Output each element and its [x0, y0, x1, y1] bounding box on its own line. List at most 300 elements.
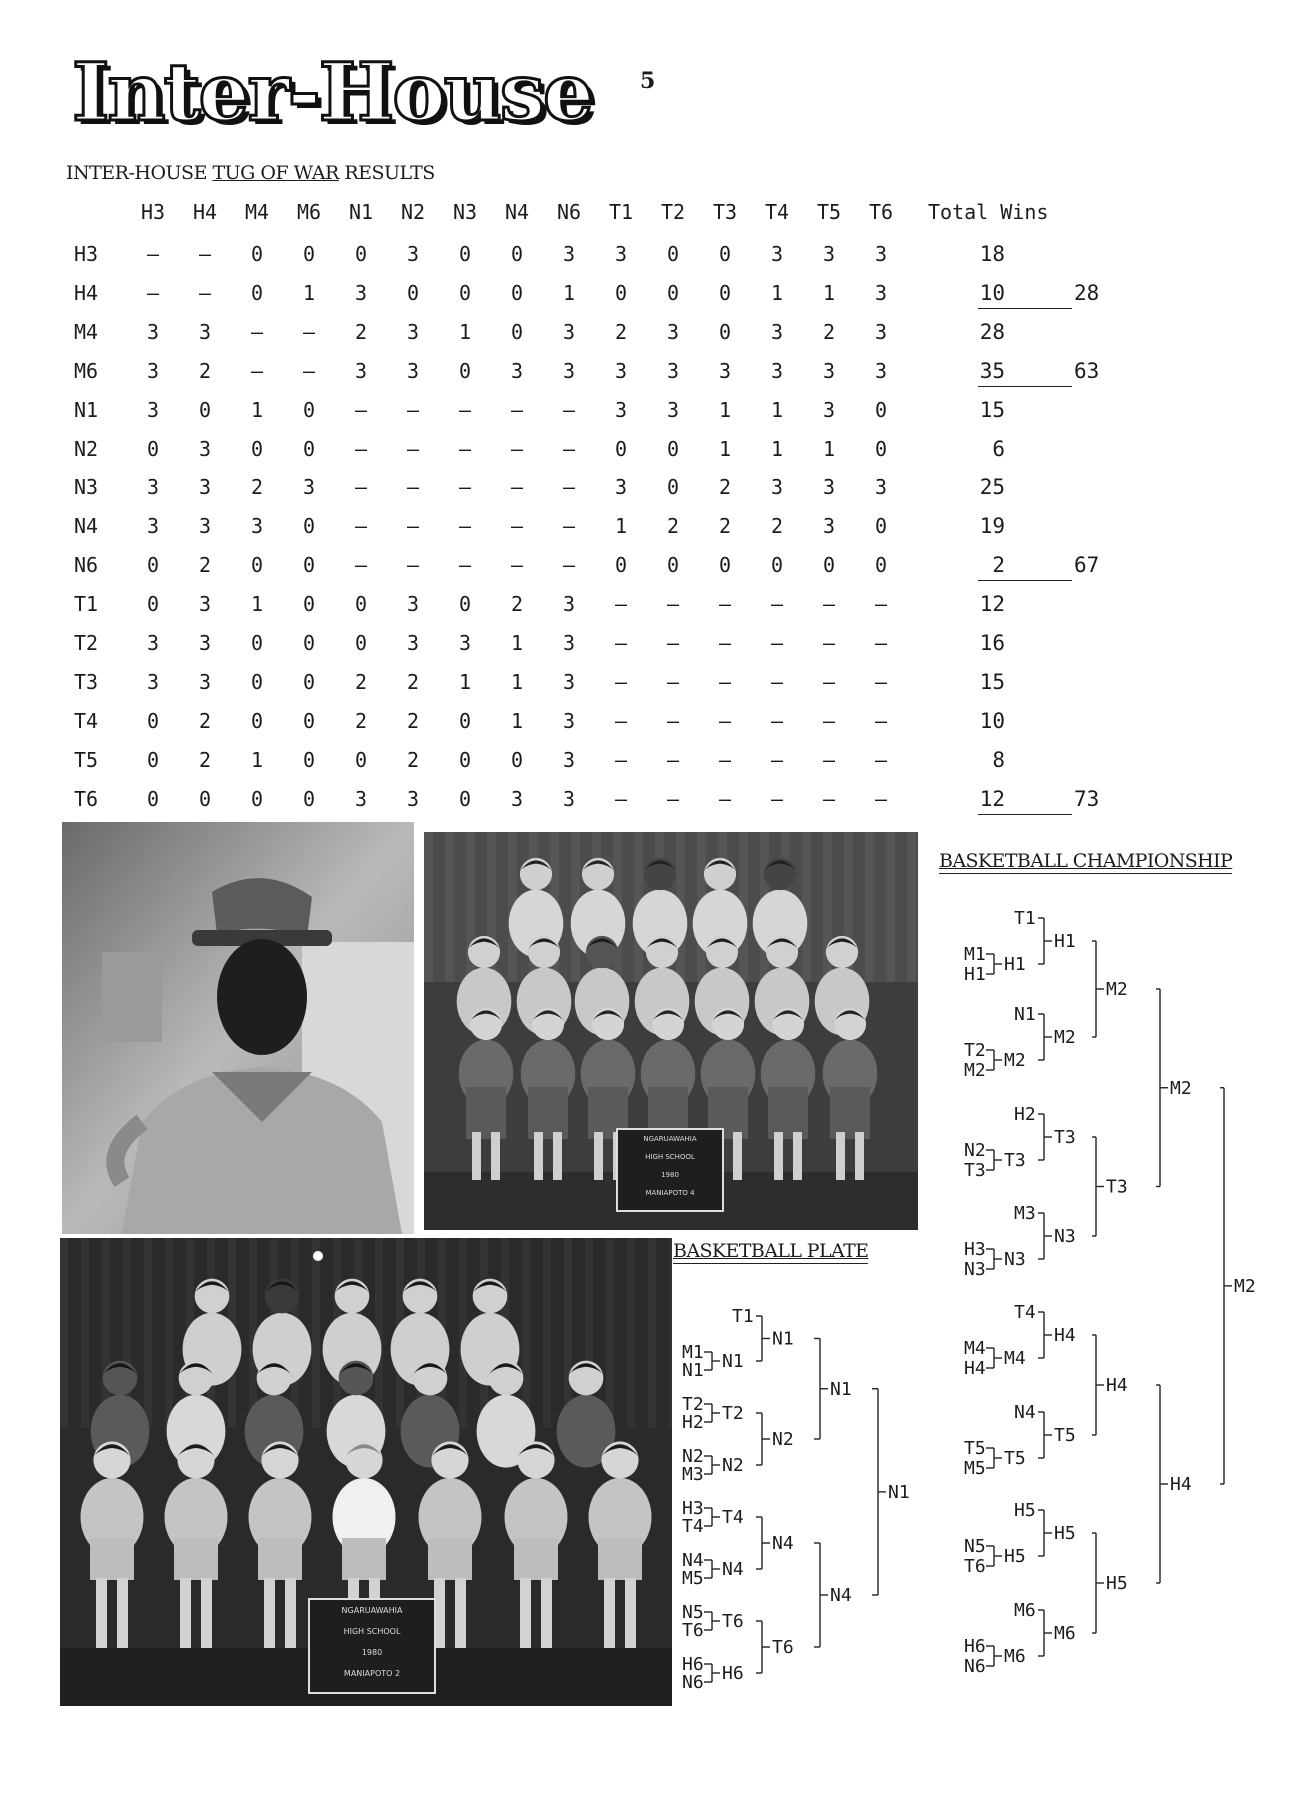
score-cell: 2: [406, 747, 420, 772]
score-cell: 2: [198, 358, 212, 383]
row-header: N4: [74, 514, 99, 539]
round-winner: H5: [1054, 1523, 1076, 1544]
score-cell: –: [614, 631, 628, 655]
score-cell: 1: [822, 436, 836, 461]
score-cell: –: [822, 592, 836, 617]
team-label: T3: [964, 1160, 986, 1181]
team-label: H3: [682, 1498, 704, 1519]
score-cell: 2: [666, 514, 680, 539]
heading-underlined: TUG OF WAR: [212, 162, 339, 184]
total-wins: 12: [979, 592, 1005, 617]
score-cell: 0: [666, 436, 680, 461]
column-header: N2: [400, 200, 426, 224]
team-label: N6: [964, 1656, 986, 1677]
score-cell: 0: [302, 514, 316, 539]
score-cell: 3: [302, 475, 316, 500]
score-cell: –: [666, 747, 680, 772]
score-cell: –: [354, 553, 368, 578]
round-winner: H4: [1054, 1325, 1076, 1346]
score-cell: –: [822, 631, 836, 655]
score-cell: –: [666, 592, 680, 617]
plate-heading: BASKETBALL PLATE: [673, 1240, 869, 1262]
round-winner: M6: [1054, 1623, 1076, 1644]
heading-pre: INTER-HOUSE: [66, 162, 213, 184]
score-cell: 3: [822, 514, 836, 539]
score-cell: –: [458, 475, 472, 500]
round-winner: T4: [722, 1507, 744, 1528]
score-cell: 3: [562, 242, 576, 266]
round-winner: H4: [1170, 1474, 1192, 1495]
running-total: 63: [1074, 358, 1100, 383]
score-cell: 1: [458, 319, 472, 344]
page-title: Inter-House: [72, 45, 592, 139]
score-cell: –: [406, 436, 420, 461]
column-header: H3: [140, 200, 166, 224]
score-cell: 0: [146, 592, 160, 617]
score-cell: 2: [354, 319, 368, 344]
team-label: N5: [964, 1536, 986, 1557]
team-label: N3: [964, 1259, 986, 1280]
score-cell: 0: [666, 280, 680, 305]
score-cell: 3: [406, 319, 420, 344]
score-cell: –: [250, 319, 264, 344]
score-cell: 0: [354, 242, 368, 266]
score-cell: 3: [874, 280, 888, 305]
running-total: 73: [1074, 786, 1100, 811]
score-cell: 3: [666, 397, 680, 422]
team-label: T1: [732, 1306, 754, 1327]
total-wins: 19: [979, 514, 1005, 539]
score-cell: 0: [458, 358, 472, 383]
score-cell: –: [614, 592, 628, 617]
team-label: M1: [682, 1342, 704, 1363]
score-cell: 3: [510, 786, 524, 811]
score-cell: 0: [354, 592, 368, 617]
score-cell: 2: [198, 708, 212, 733]
team-label: M1: [964, 944, 986, 965]
team-label: H5: [1014, 1500, 1036, 1521]
score-cell: 0: [146, 786, 160, 811]
row-header: T1: [74, 592, 99, 617]
team-label: M4: [964, 1338, 986, 1359]
round-winner: H6: [722, 1663, 744, 1684]
score-cell: 1: [718, 397, 732, 422]
score-cell: 3: [198, 475, 212, 500]
round-winner: H5: [1106, 1573, 1128, 1594]
score-cell: 2: [198, 747, 212, 772]
sign-line: MANIAPOTO 4: [645, 1189, 695, 1197]
score-cell: 0: [302, 397, 316, 422]
score-cell: –: [146, 280, 160, 305]
total-wins: 35: [979, 358, 1005, 383]
team-label: T2: [964, 1040, 986, 1061]
score-cell: 1: [770, 436, 784, 461]
score-cell: 3: [406, 242, 420, 266]
score-cell: 0: [198, 397, 212, 422]
score-cell: –: [874, 708, 888, 733]
score-cell: 0: [302, 669, 316, 694]
score-cell: –: [874, 631, 888, 655]
round-winner: H1: [1004, 954, 1026, 975]
row-header: N2: [74, 436, 99, 461]
round-winner: M6: [1004, 1646, 1026, 1667]
row-header: N3: [74, 475, 99, 500]
score-cell: 0: [354, 631, 368, 655]
round-winner: N1: [830, 1378, 852, 1400]
score-cell: 0: [666, 553, 680, 578]
score-cell: 3: [562, 631, 576, 655]
score-cell: –: [354, 514, 368, 539]
round-winner: N3: [1054, 1226, 1076, 1247]
team-label: N1: [682, 1360, 704, 1381]
score-cell: 3: [718, 358, 732, 383]
team-label: M5: [964, 1458, 986, 1479]
score-cell: –: [770, 747, 784, 772]
team-label: T6: [964, 1556, 986, 1577]
row-header: T5: [74, 747, 99, 772]
score-cell: –: [406, 553, 420, 578]
score-cell: –: [198, 280, 212, 305]
round-winner: T6: [722, 1611, 744, 1632]
score-cell: 3: [562, 358, 576, 383]
score-cell: –: [718, 786, 732, 811]
score-cell: 3: [510, 358, 524, 383]
score-cell: 2: [354, 669, 368, 694]
score-cell: 3: [614, 242, 628, 266]
team-label: T4: [1014, 1302, 1036, 1323]
round-winner: H1: [1054, 931, 1076, 952]
score-cell: 0: [614, 553, 628, 578]
score-cell: 0: [770, 553, 784, 578]
team-label: H6: [682, 1654, 704, 1675]
score-cell: 1: [562, 280, 576, 305]
score-cell: 3: [198, 669, 212, 694]
round-winner: N4: [830, 1585, 852, 1606]
sign-line: 1980: [661, 1171, 679, 1179]
score-cell: 3: [770, 242, 784, 266]
score-cell: –: [666, 708, 680, 733]
score-cell: –: [614, 786, 628, 811]
score-cell: 0: [250, 553, 264, 578]
round-winner: H4: [1106, 1375, 1128, 1396]
score-cell: 0: [406, 280, 420, 305]
score-cell: 0: [458, 592, 472, 617]
score-cell: 0: [302, 747, 316, 772]
score-cell: –: [718, 631, 732, 655]
column-header: N4: [504, 200, 530, 224]
column-header: N1: [348, 200, 374, 224]
score-cell: –: [614, 747, 628, 772]
score-cell: 0: [302, 242, 316, 266]
total-wins: 6: [992, 436, 1005, 461]
team-label: N1: [1014, 1004, 1036, 1025]
round-winner: N1: [772, 1328, 794, 1350]
score-cell: 2: [250, 475, 264, 500]
total-wins: 8: [992, 747, 1005, 772]
score-cell: 3: [354, 786, 368, 811]
team-label: N2: [964, 1140, 986, 1161]
row-header: M4: [74, 319, 99, 344]
score-cell: 3: [822, 397, 836, 422]
score-cell: 3: [146, 631, 160, 655]
score-cell: 3: [562, 708, 576, 733]
score-cell: 3: [614, 475, 628, 500]
score-cell: 3: [562, 747, 576, 772]
score-cell: 3: [874, 358, 888, 383]
score-cell: –: [562, 436, 576, 461]
score-cell: 3: [562, 669, 576, 694]
round-winner: T5: [1004, 1448, 1026, 1469]
score-cell: 0: [510, 319, 524, 344]
team-label: T2: [682, 1394, 704, 1415]
score-cell: 0: [874, 553, 888, 578]
score-cell: 0: [302, 436, 316, 461]
running-total: 28: [1074, 280, 1100, 305]
team-label: H6: [964, 1636, 986, 1657]
score-cell: 1: [770, 397, 784, 422]
score-cell: 3: [822, 242, 836, 266]
column-header: T2: [660, 200, 686, 224]
score-cell: 0: [614, 280, 628, 305]
team-label: T5: [964, 1438, 986, 1459]
sign-line: NGARUAWAHIA: [643, 1135, 697, 1143]
score-cell: 1: [510, 708, 524, 733]
sign-line: MANIAPOTO 2: [343, 1669, 401, 1678]
score-cell: –: [510, 475, 524, 500]
championship-heading: BASKETBALL CHAMPIONSHIP: [939, 850, 1233, 872]
team-label: H1: [964, 964, 986, 985]
column-header: N6: [556, 200, 582, 224]
score-cell: 0: [146, 747, 160, 772]
round-winner: N2: [722, 1455, 744, 1476]
score-cell: 3: [770, 319, 784, 344]
plate-winner: N1: [888, 1481, 910, 1503]
score-cell: –: [458, 436, 472, 461]
score-cell: 0: [510, 280, 524, 305]
round-winner: T5: [1054, 1425, 1076, 1446]
row-header: T3: [74, 669, 99, 694]
score-cell: –: [250, 358, 264, 383]
score-cell: 3: [770, 475, 784, 500]
score-cell: 1: [510, 669, 524, 694]
column-header: M6: [296, 200, 322, 224]
score-cell: –: [874, 786, 888, 811]
team-label: M2: [964, 1060, 986, 1081]
score-cell: 0: [874, 514, 888, 539]
score-cell: –: [614, 669, 628, 694]
score-cell: 3: [198, 631, 212, 655]
score-cell: 3: [198, 436, 212, 461]
score-cell: 1: [250, 747, 264, 772]
column-header: N3: [452, 200, 478, 224]
score-cell: 2: [510, 592, 524, 617]
score-cell: –: [562, 475, 576, 500]
round-winner: M2: [1106, 979, 1128, 1000]
column-header: T1: [608, 200, 634, 224]
score-cell: 3: [354, 280, 368, 305]
score-cell: 3: [146, 514, 160, 539]
score-cell: 3: [562, 786, 576, 811]
score-cell: –: [458, 553, 472, 578]
champion: M2: [1234, 1275, 1256, 1297]
score-cell: 3: [146, 669, 160, 694]
team-label: M6: [1014, 1600, 1036, 1621]
team-label: N6: [682, 1672, 704, 1693]
round-winner: M2: [1170, 1077, 1192, 1099]
score-cell: 0: [302, 631, 316, 655]
score-cell: –: [770, 592, 784, 617]
score-cell: 3: [406, 592, 420, 617]
score-cell: 0: [250, 631, 264, 655]
score-cell: 2: [406, 669, 420, 694]
team-label: N4: [682, 1550, 704, 1571]
score-cell: 1: [614, 514, 628, 539]
score-cell: 3: [562, 319, 576, 344]
score-cell: 3: [874, 242, 888, 266]
score-cell: 3: [146, 475, 160, 500]
score-cell: –: [770, 786, 784, 811]
score-cell: 1: [250, 397, 264, 422]
score-cell: 0: [510, 242, 524, 266]
score-cell: –: [770, 631, 784, 655]
column-header: T3: [712, 200, 738, 224]
score-cell: 3: [770, 358, 784, 383]
round-winner: M2: [1054, 1027, 1076, 1048]
total-wins: 10: [979, 280, 1005, 305]
team-label: H4: [964, 1358, 986, 1379]
team-label: M3: [682, 1464, 704, 1485]
team-label: M3: [1014, 1203, 1036, 1224]
sign-line: HIGH SCHOOL: [645, 1153, 695, 1161]
round-winner: N4: [722, 1559, 744, 1580]
score-cell: 0: [250, 708, 264, 733]
team-label: T4: [682, 1516, 704, 1537]
score-cell: 1: [250, 592, 264, 617]
score-cell: 1: [302, 280, 316, 305]
row-header: T4: [74, 708, 99, 733]
row-header: M6: [74, 358, 99, 383]
round-winner: N4: [772, 1533, 794, 1554]
team-label: M5: [682, 1568, 704, 1589]
sign-line: NGARUAWAHIA: [341, 1606, 403, 1615]
score-cell: 0: [250, 436, 264, 461]
total-wins: 2: [992, 553, 1005, 578]
score-cell: 0: [302, 708, 316, 733]
row-header: N6: [74, 553, 99, 578]
score-cell: –: [406, 475, 420, 500]
score-cell: 0: [458, 242, 472, 266]
score-cell: –: [146, 242, 160, 266]
score-cell: –: [562, 397, 576, 422]
sign-line: 1980: [361, 1648, 383, 1657]
round-winner: T3: [1106, 1176, 1128, 1198]
total-wins: 12: [979, 786, 1005, 811]
total-wins: 16: [979, 631, 1005, 655]
total-wins: 10: [979, 708, 1005, 733]
score-cell: 3: [406, 786, 420, 811]
score-cell: –: [562, 553, 576, 578]
score-cell: 3: [354, 358, 368, 383]
score-cell: 0: [146, 436, 160, 461]
team-label: N4: [1014, 1402, 1036, 1423]
score-cell: –: [510, 436, 524, 461]
round-winner: T2: [722, 1403, 744, 1424]
total-wins-header: Total Wins: [928, 200, 1049, 224]
score-cell: 3: [666, 319, 680, 344]
column-header: M4: [244, 200, 270, 224]
score-cell: 3: [562, 592, 576, 617]
score-cell: 3: [198, 514, 212, 539]
score-cell: 3: [458, 631, 472, 655]
score-cell: –: [458, 397, 472, 422]
round-winner: M2: [1004, 1050, 1026, 1071]
score-cell: 0: [458, 708, 472, 733]
total-wins: 28: [979, 319, 1005, 344]
score-cell: 0: [458, 786, 472, 811]
round-winner: T6: [772, 1637, 794, 1658]
score-cell: 2: [614, 319, 628, 344]
score-cell: –: [302, 358, 316, 383]
round-winner: T3: [1004, 1150, 1026, 1171]
score-cell: –: [718, 669, 732, 694]
score-cell: 3: [666, 358, 680, 383]
score-cell: 3: [874, 475, 888, 500]
score-cell: 0: [874, 436, 888, 461]
score-cell: 0: [822, 553, 836, 578]
score-cell: –: [198, 242, 212, 266]
score-cell: –: [874, 592, 888, 617]
score-cell: 0: [718, 280, 732, 305]
score-cell: 0: [510, 747, 524, 772]
score-cell: 3: [874, 319, 888, 344]
score-cell: 0: [250, 280, 264, 305]
score-cell: –: [666, 669, 680, 694]
team-label: N2: [682, 1446, 704, 1467]
score-cell: 0: [302, 786, 316, 811]
score-cell: –: [510, 514, 524, 539]
score-cell: –: [354, 475, 368, 500]
score-cell: 3: [406, 358, 420, 383]
score-cell: 2: [718, 475, 732, 500]
score-cell: –: [718, 592, 732, 617]
score-cell: –: [666, 786, 680, 811]
score-cell: 3: [198, 592, 212, 617]
score-cell: –: [822, 669, 836, 694]
team-label: H2: [1014, 1104, 1036, 1125]
score-cell: –: [562, 514, 576, 539]
score-cell: 3: [614, 358, 628, 383]
score-cell: 0: [146, 553, 160, 578]
score-cell: 3: [614, 397, 628, 422]
score-cell: 2: [770, 514, 784, 539]
score-cell: 0: [354, 747, 368, 772]
row-header: T2: [74, 631, 99, 655]
score-cell: 3: [198, 319, 212, 344]
score-cell: –: [614, 708, 628, 733]
score-cell: 1: [458, 669, 472, 694]
score-cell: 0: [718, 553, 732, 578]
round-winner: N1: [722, 1351, 744, 1372]
round-winner: H5: [1004, 1546, 1026, 1567]
score-cell: 3: [146, 358, 160, 383]
score-cell: 1: [770, 280, 784, 305]
row-header: H3: [74, 242, 99, 266]
team-label: H2: [682, 1412, 704, 1433]
row-header: N1: [74, 397, 99, 422]
score-cell: 3: [406, 631, 420, 655]
score-cell: –: [666, 631, 680, 655]
column-header: T6: [868, 200, 894, 224]
